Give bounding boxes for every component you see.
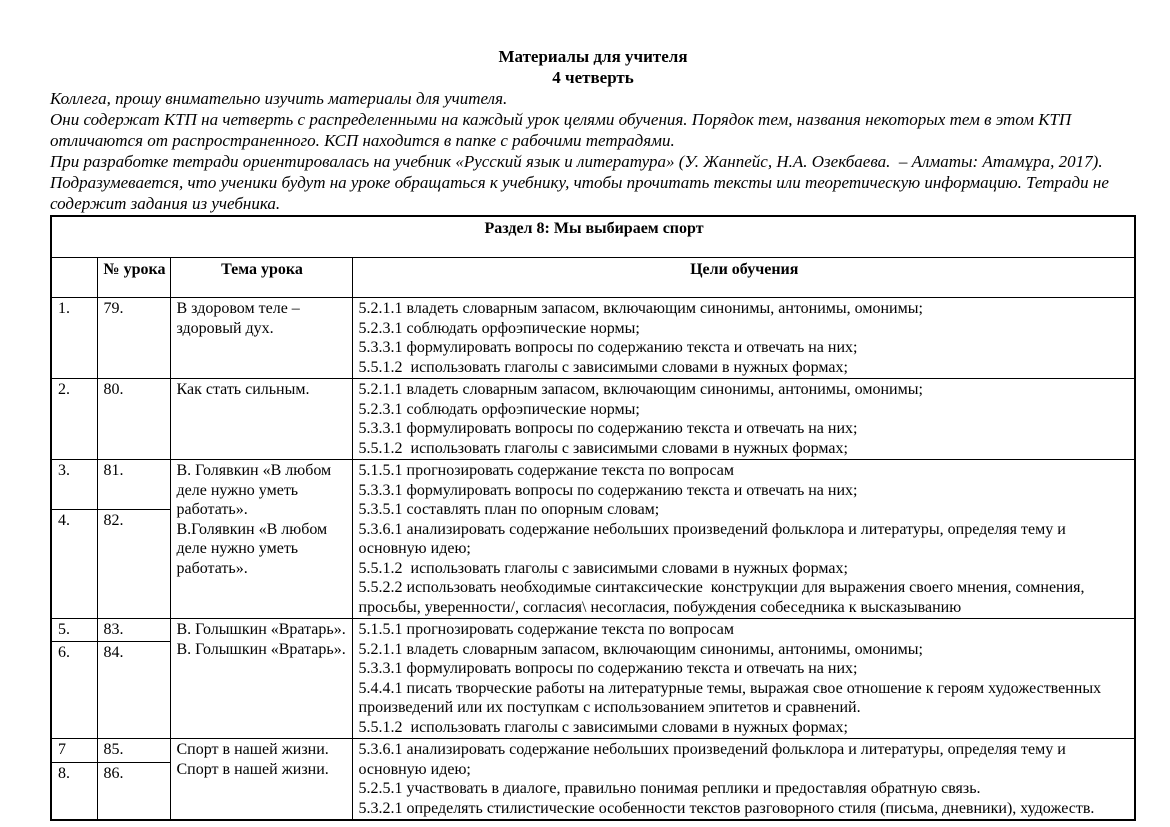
lesson-number: 83. — [97, 619, 170, 642]
ktp-table — [50, 215, 1136, 821]
col-header-index — [51, 258, 97, 298]
lesson-number: 80. — [97, 379, 170, 460]
lesson-number: 81. — [97, 460, 170, 510]
row-number: 1. — [51, 298, 97, 379]
document-title: Материалы для учителя — [498, 47, 688, 66]
row-number: 7 — [51, 739, 97, 763]
intro-paragraph: Коллега, прошу внимательно изучить материалы для учителя. — [50, 89, 508, 108]
row-number: 8. — [51, 762, 97, 820]
col-header-theme: Тема урока — [170, 258, 352, 298]
lesson-theme-cell — [170, 379, 352, 460]
table-row — [51, 460, 1135, 510]
lesson-number: 79. — [97, 298, 170, 379]
objective: 5.3.3.1 формулировать вопросы по содержанию текста и отвечать на них; — [358, 420, 858, 437]
col-header-lesson-no: № урока — [97, 258, 170, 298]
lesson-theme: Спорт в нашей жизни. — [176, 760, 329, 778]
intro-paragraph: Они содержат КТП на четверть с распределенными на каждый урок целями обучения. Порядок тем, названия некоторых тем в этом КТП отличаются от распространенного. КСП находится в папке с рабочими тетрадями. — [50, 110, 1076, 150]
objective: 5.3.3.1 формулировать вопросы по содержанию текста и отвечать на них; — [358, 660, 858, 677]
document-subtitle: 4 четверть — [552, 68, 634, 87]
objective: 5.5.1.2 использовать глаголы с зависимыми словами в нужных формах; — [358, 718, 848, 736]
row-number: 4. — [51, 509, 97, 618]
row-number: 3. — [51, 460, 97, 510]
objective: 5.1.5.1 прогнозировать содержание текста по вопросам — [358, 621, 735, 638]
lesson-theme-cell — [170, 460, 352, 619]
table-row — [51, 619, 1135, 642]
objective: 5.3.2.1 определять стилистические особенности текстов разговорного стиля (письма, дневники), художеств. — [358, 799, 1095, 817]
lesson-theme-cell — [170, 298, 352, 379]
lesson-theme-cell — [170, 739, 352, 821]
intro-paragraph: Подразумевается, что ученики будут на уроке обращаться к учебнику, чтобы прочитать тексты или теоретическую информацию. Тетради не содержит задания из учебника. — [50, 173, 1114, 213]
objective: 5.5.1.2 использовать глаголы с зависимыми словами в нужных формах; — [358, 559, 848, 577]
lesson-theme-cell — [170, 619, 352, 739]
lesson-theme: Спорт в нашей жизни. — [176, 741, 329, 758]
objective: 5.5.1.2 использовать глаголы с зависимыми словами в нужных формах; — [358, 439, 848, 457]
lesson-theme: Как стать сильным. — [176, 381, 310, 398]
objective: 5.2.1.1 владеть словарным запасом, включающим синонимы, антонимы, омонимы; — [358, 300, 923, 317]
objective: 5.2.5.1 участвовать в диалоге, правильно понимая реплики и предоставляя обратную связь. — [358, 780, 981, 797]
table-header-row — [51, 258, 1135, 298]
objective: 5.2.3.1 соблюдать орфоэпические нормы; — [358, 400, 640, 418]
objective: 5.2.3.1 соблюдать орфоэпические нормы; — [358, 319, 640, 337]
intro-block — [50, 88, 1136, 214]
objectives-cell — [352, 298, 1135, 379]
lesson-number: 82. — [97, 509, 170, 618]
objectives-cell — [352, 379, 1135, 460]
table-row — [51, 739, 1135, 763]
lesson-number: 84. — [97, 641, 170, 738]
lesson-number: 86. — [97, 762, 170, 820]
objective: 5.5.2.2 использовать необходимые синтаксические конструкции для выражения своего мнения, сомнения, просьбы, уверенности/, согласия\ несогласия, побуждения собеседника к высказыванию — [358, 579, 1089, 616]
objective: 5.3.6.1 анализировать содержание небольших произведений фольклора и литературы, определяя тему и основную идею; — [358, 520, 1070, 557]
lesson-number: 85. — [97, 739, 170, 763]
objective: 5.2.1.1 владеть словарным запасом, включающим синонимы, антонимы, омонимы; — [358, 640, 923, 658]
objective: 5.3.5.1 составлять план по опорным словам; — [358, 501, 660, 518]
objectives-cell — [352, 739, 1135, 821]
objectives-cell — [352, 460, 1135, 619]
col-header-objectives: Цели обучения — [352, 258, 1135, 298]
lesson-theme: В. Голявкин «В любом деле нужно уметь работать». — [176, 462, 336, 518]
lesson-theme: В здоровом теле – здоровый дух. — [176, 300, 304, 337]
objective: 5.3.3.1 формулировать вопросы по содержанию текста и отвечать на них; — [358, 339, 858, 356]
objective: 5.4.4.1 писать творческие работы на литературные темы, выражая свое отношение к героям художественных произведений или их поступкам с использованием эпитетов и сравнений. — [358, 679, 1106, 716]
row-number: 6. — [51, 641, 97, 738]
section-title-row — [51, 216, 1135, 258]
objective: 5.5.1.2 использовать глаголы с зависимыми словами в нужных формах; — [358, 358, 848, 376]
objective: 5.2.1.1 владеть словарным запасом, включающим синонимы, антонимы, омонимы; — [358, 381, 923, 398]
section-title: Раздел 8: Мы выбираем спорт — [51, 216, 1135, 258]
table-row — [51, 298, 1135, 379]
objectives-cell — [352, 619, 1135, 739]
row-number: 2. — [51, 379, 97, 460]
objective: 5.3.3.1 формулировать вопросы по содержанию текста и отвечать на них; — [358, 481, 858, 499]
objective: 5.1.5.1 прогнозировать содержание текста по вопросам — [358, 462, 735, 479]
intro-paragraph: При разработке тетради ориентировалась на учебник «Русский язык и литература» (У. Жанпейс, Н.А. Озекбаева. – Алматы: Атамұра, 2017). — [50, 152, 1103, 171]
objective: 5.3.6.1 анализировать содержание небольших произведений фольклора и литературы, определяя тему и основную идею; — [358, 741, 1070, 778]
lesson-theme: В.Голявкин «В любом деле нужно уметь работать». — [176, 520, 332, 577]
table-row — [51, 379, 1135, 460]
lesson-theme: В. Голышкин «Вратарь». — [176, 621, 346, 638]
row-number: 5. — [51, 619, 97, 642]
lesson-theme: В. Голышкин «Вратарь». — [176, 640, 346, 658]
